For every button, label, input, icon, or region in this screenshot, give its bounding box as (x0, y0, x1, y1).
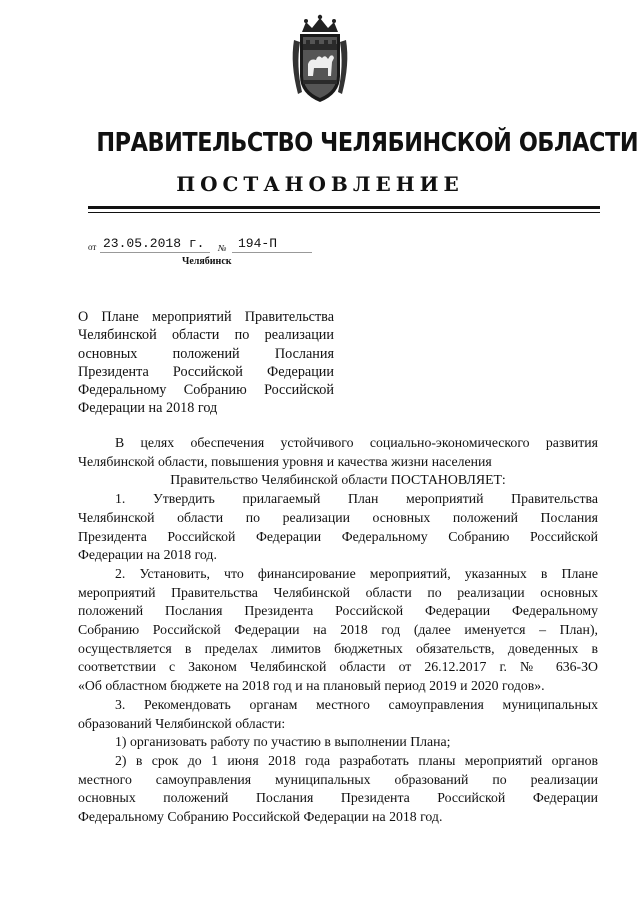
subject-line: Федеральному Собранию Российской (78, 382, 334, 399)
body-line: 2) в срок до 1 июня 2018 года разработать планы мероприятий органов (115, 752, 598, 768)
body-line: 1. Утвердить прилагаемый План мероприятий Правительства (115, 491, 598, 507)
document-number: 194-П (238, 236, 278, 251)
body-line: образований Челябинской области: (78, 715, 286, 731)
body-line: Челябинской области, повышения уровня и качества жизни населения (78, 453, 492, 469)
body-line: Президента Российской Федерации Федеральному Собранию Российской (78, 528, 598, 544)
document-subject (78, 308, 334, 418)
coat-of-arms-icon (288, 14, 352, 106)
subject-line: Федерации на 2018 год (78, 400, 218, 417)
body-line: В целях обеспечения устойчивого социально-экономического развития (115, 435, 598, 450)
document-date: 23.05.2018 г. (103, 236, 205, 251)
body-line: Федеральному Собранию Российской Федерации на 2018 год. (78, 809, 443, 825)
body-line: 3. Рекомендовать органам местного самоуправления муниципальных (115, 696, 598, 712)
body-line: «Об областном бюджете на 2018 год и на плановый период 2019 и 2020 годов». (78, 678, 545, 694)
header-rule-thin (88, 212, 600, 213)
body-line: основных положений Послания Президента Российской Федерации (78, 790, 598, 806)
subject-line: Президента Российской Федерации (78, 363, 334, 380)
document-type: ПОСТАНОВЛЕНИЕ (176, 172, 464, 196)
body-line: 1) организовать работу по участию в выполнении Плана; (115, 734, 451, 750)
date-underline (100, 252, 210, 253)
body-line: мероприятий Правительства Челябинской области по реализации основных (78, 584, 598, 600)
body-line: Собранию Российской Федерации на 2018 год (далее именуется – План), (78, 622, 598, 638)
government-title: ПРАВИТЕЛЬСТВО ЧЕЛЯБИНСКОЙ ОБЛАСТИ (96, 128, 639, 158)
subject-line: Челябинской области по реализации (78, 327, 334, 344)
from-label: от (88, 242, 97, 252)
number-underline (232, 252, 312, 253)
city: Челябинск (182, 256, 232, 267)
document-body (78, 434, 598, 827)
header-rule-thick (88, 206, 600, 209)
body-line: Федерации на 2018 год. (78, 547, 217, 563)
number-label: № (218, 243, 227, 253)
body-line: Правительство Челябинской области ПОСТАНОВЛЯЕТ: (170, 472, 506, 488)
body-line: Челябинской области по реализации основных положений Послания (78, 509, 598, 525)
body-line: 2. Установить, что финансирование мероприятий, указанных в Плане (115, 565, 598, 581)
subject-line: основных положений Послания (78, 345, 334, 362)
subject-line: О Плане мероприятий Правительства (78, 309, 334, 325)
body-line: местного самоуправления муниципальных образований по реализации (78, 771, 598, 787)
body-line: соответствии с Законом Челябинской области от 26.12.2017 г. № 636-ЗО (78, 659, 598, 675)
body-line: положений Послания Президента Российской Федерации Федеральному (78, 603, 598, 619)
body-line: осуществляется в пределах лимитов бюджетных обязательств, доведенных в (78, 640, 598, 656)
